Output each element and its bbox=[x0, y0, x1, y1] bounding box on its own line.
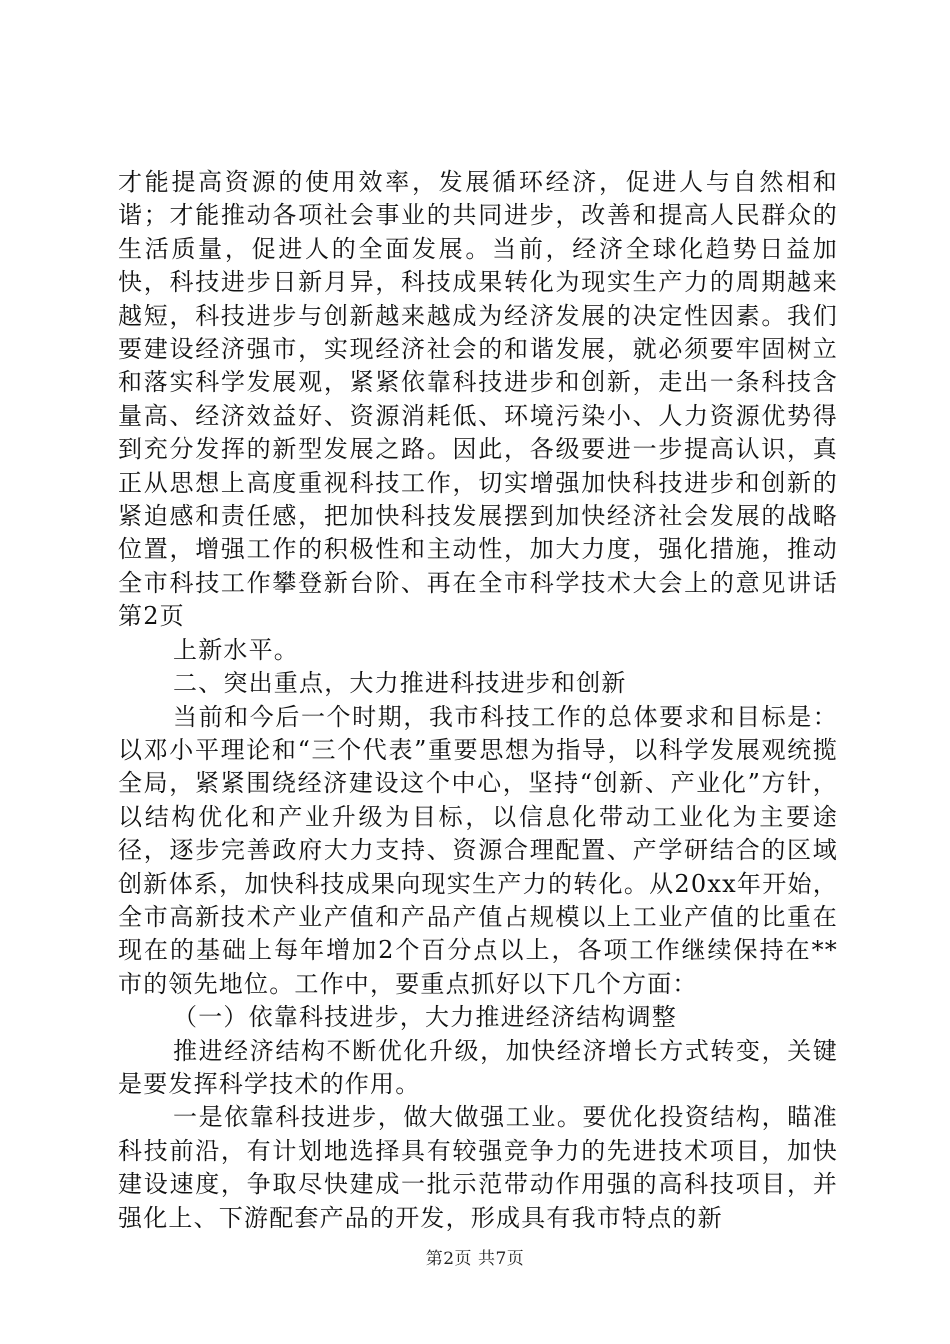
paragraph-goals: 当前和今后一个时期，我市科技工作的总体要求和目标是：以邓小平理论和“三个代表”重要思想为指导，以科学发展观统揽全局，紧紧围绕经济建设这个中心，坚持“创新、产业化”方针，以结构优化和产业升级为目标，以信息化带动工业化为主要途径，逐步完善政府大力支持、资源合理配置、产学研结合的区域创新体系，加快科技成果向现实生产力的转化。从20xx年开始，全市高新技术产业产值和产品产值占规模以上工业产值的比重在现在的基础上每年增加2个百分点以上，各项工作继续保持在**市的领先地位。工作中，要重点抓好以下几个方面： bbox=[118, 702, 838, 998]
document-body bbox=[118, 166, 838, 1235]
section-heading-2: 二、突出重点，大力推进科技进步和创新 bbox=[173, 669, 627, 698]
subsection-heading-1: （一）依靠科技进步，大力推进经济结构调整 bbox=[173, 1003, 677, 1032]
paragraph-continuation-end: 上新水平。 bbox=[173, 635, 299, 664]
paragraph-continuation: 才能提高资源的使用效率，发展循环经济，促进人与自然相和谐；才能推动各项社会事业的共同进步，改善和提高人民群众的生活质量，促进人的全面发展。当前，经济全球化趋势日益加快，科技进步日新月异，科技成果转化为现实生产力的周期越来越短，科技进步与创新越来越成为经济发展的决定性因素。我们要建设经济强市，实现经济社会的和谐发展，就必须要牢固树立和落实科学发展观，紧紧依靠科技进步和创新，走出一条科技含量高、经济效益好、资源消耗低、环境污染小、人力资源优势得到充分发挥的新型发展之路。因此，各级要进一步提高认识，真正从思想上高度重视科技工作，切实增强加快科技进步和创新的紧迫感和责任感，把加快科技发展摆到加快经济社会发展的战略位置，增强工作的积极性和主动性，加大力度，强化措施，推动全市科技工作攀登新台阶、再在全市科学技术大会上的意见讲话第2页 bbox=[118, 168, 838, 631]
paragraph-industry: 一是依靠科技进步，做大做强工业。要优化投资结构，瞄准科技前沿，有计划地选择具有较强竞争力的先进技术项目，加快建设速度，争取尽快建成一批示范带动作用强的高科技项目，并强化上、下游配套产品的开发，形成具有我市特点的新 bbox=[118, 1103, 838, 1232]
page-footer: 第2页 共7页 bbox=[425, 1249, 525, 1269]
paragraph-structure: 推进经济结构不断优化升级，加快经济增长方式转变，关键是要发挥科学技术的作用。 bbox=[118, 1036, 838, 1098]
